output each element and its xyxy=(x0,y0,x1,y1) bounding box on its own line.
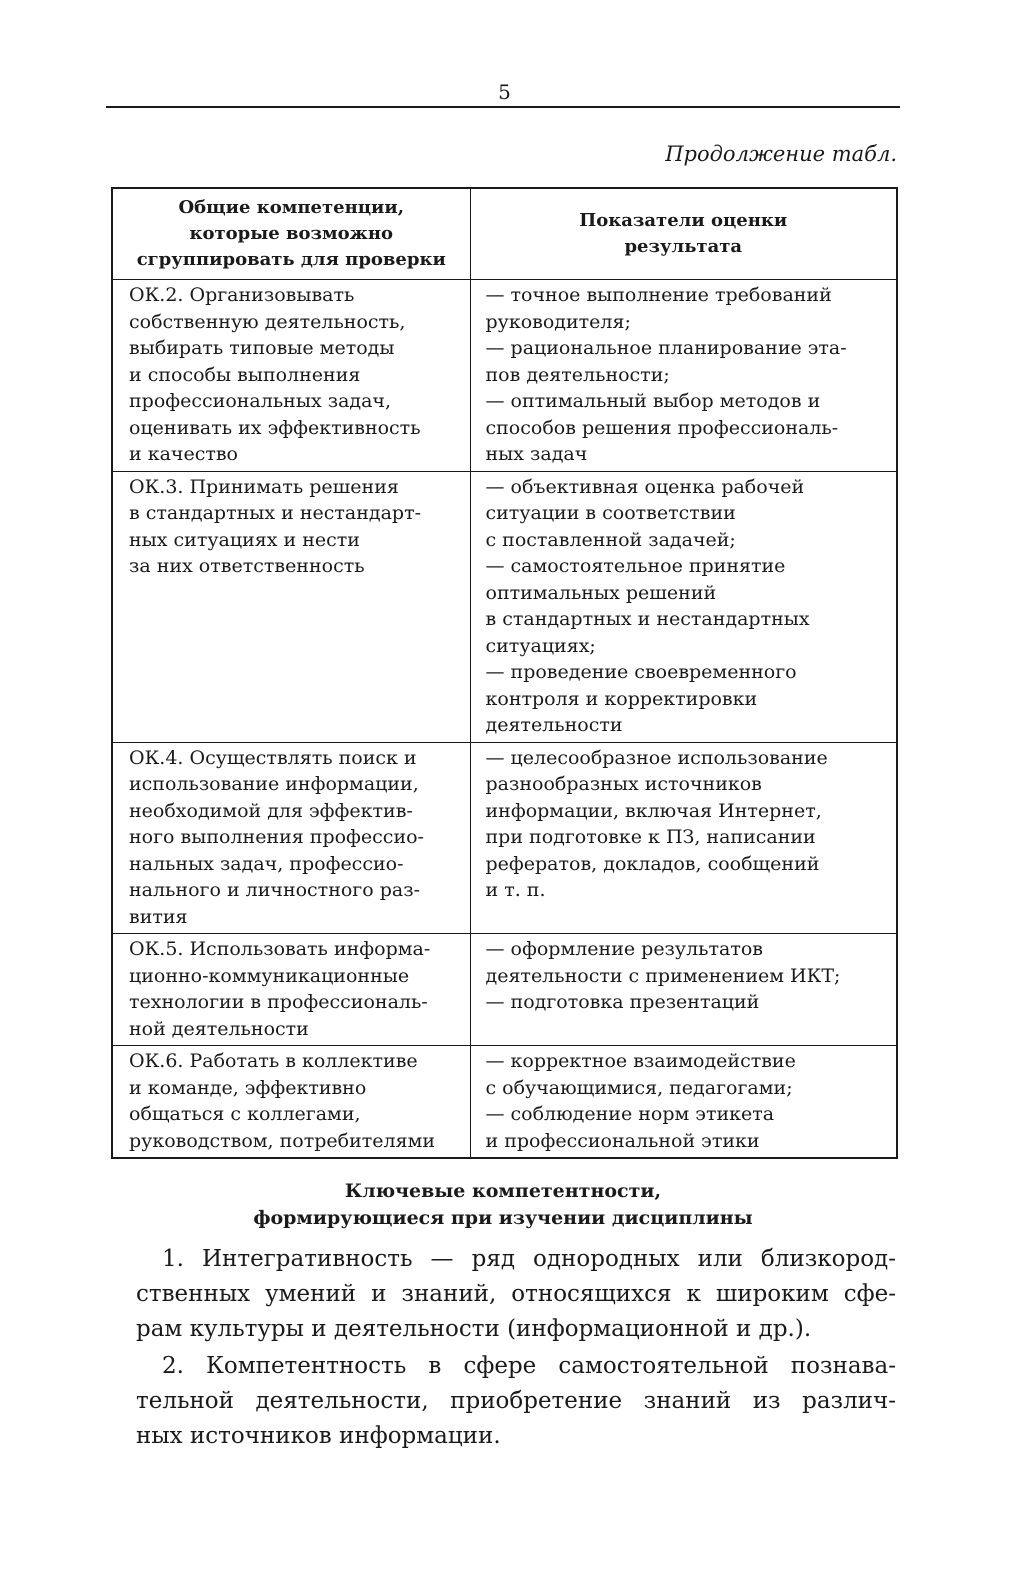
cell-line: — оформление результатов xyxy=(485,938,764,960)
paragraph-line: 2. Компетентность в сфере самостоятельной познава- xyxy=(162,1353,896,1379)
cell-line: общаться с коллегами, xyxy=(129,1103,361,1125)
header-line: сгруппировать для проверки xyxy=(136,249,446,270)
cell-line: с поставленной задачей; xyxy=(485,528,736,551)
indicators-cell xyxy=(470,280,897,472)
cell-line: и качество xyxy=(129,443,238,465)
heading-line: формирующиеся при изучении дисциплины xyxy=(253,1207,753,1229)
table-row xyxy=(112,934,897,1046)
cell-line: — самостоятельное принятие xyxy=(485,555,786,577)
competence-cell xyxy=(112,280,470,472)
cell-line: необходимой для эффектив- xyxy=(129,799,413,822)
cell-line: собственную деятельность, xyxy=(129,310,406,333)
competence-table xyxy=(111,187,898,1159)
cell-line: деятельности с применением ИКТ; xyxy=(485,964,841,987)
cell-line: — рациональное планирование эта- xyxy=(485,337,847,359)
header-indicators xyxy=(470,188,897,280)
table-header-row xyxy=(112,188,897,280)
cell-line: — объективная оценка рабочей xyxy=(485,475,805,498)
table-row xyxy=(112,280,897,472)
indicators-cell xyxy=(470,471,897,742)
cell-line: технологии в профессиональ- xyxy=(129,991,428,1013)
indicators-cell xyxy=(470,1046,897,1159)
table-row xyxy=(112,471,897,742)
paragraph-line: 1. Интегративность — ряд однородных или близкород- xyxy=(162,1246,896,1272)
cell-line: способов решения профессиональ- xyxy=(485,416,839,439)
header-competences xyxy=(112,188,470,280)
paragraph-line: ственных умений и знаний, относящихся к широким сфе- xyxy=(136,1281,896,1307)
paragraph-line: тельной деятельности, приобретение знаний из различ- xyxy=(136,1388,896,1414)
cell-line: — проведение своевременного xyxy=(485,661,797,683)
cell-line: ционно-коммуникационные xyxy=(129,964,410,987)
header-line: результата xyxy=(624,236,743,257)
cell-line: ОК.2. Организовывать xyxy=(129,284,355,306)
cell-line: и способы выполнения xyxy=(129,363,361,386)
cell-line: разнообразных источников xyxy=(485,773,762,795)
cell-line: деятельности xyxy=(485,714,623,736)
cell-line: и профессиональной этики xyxy=(485,1129,760,1152)
cell-line: использование информации, xyxy=(129,773,419,795)
paragraph-line: рам культуры и деятельности (информационной и др.). xyxy=(136,1316,812,1342)
cell-line: нальных задач, профессио- xyxy=(129,852,404,875)
cell-line: ОК.5. Использовать информа- xyxy=(129,938,431,960)
header-rule xyxy=(106,106,900,108)
competence-cell xyxy=(112,934,470,1046)
cell-line: руководством, потребителями xyxy=(129,1129,436,1152)
cell-line: вития xyxy=(129,905,188,928)
cell-line: при подготовке к ПЗ, написании xyxy=(485,826,816,848)
competence-cell xyxy=(112,1046,470,1159)
competence-cell xyxy=(112,742,470,934)
cell-line: в стандартных и нестандартных xyxy=(485,608,810,630)
cell-line: информации, включая Интернет, xyxy=(485,799,822,822)
cell-line: ной деятельности xyxy=(129,1017,309,1040)
heading-line: Ключевые компетентности, xyxy=(344,1180,662,1202)
cell-line: оценивать их эффективность xyxy=(129,416,421,439)
cell-line: ных ситуациях и нести xyxy=(129,528,360,551)
page-number: 5 xyxy=(498,80,511,104)
cell-line: контроля и корректировки xyxy=(485,687,758,710)
table-row xyxy=(112,742,897,934)
competence-cell xyxy=(112,471,470,742)
cell-line: и команде, эффективно xyxy=(129,1076,367,1099)
key-competences-heading xyxy=(106,1178,900,1232)
cell-line: оптимальных решений xyxy=(485,581,717,604)
cell-line: ОК.4. Осуществлять поиск и xyxy=(129,746,417,769)
cell-line: ОК.6. Работать в коллективе xyxy=(129,1050,418,1072)
cell-line: руководителя; xyxy=(485,310,631,333)
cell-line: профессиональных задач, xyxy=(129,390,392,412)
cell-line: ситуациях; xyxy=(485,634,596,657)
paragraph xyxy=(136,1349,896,1454)
cell-line: нального и личностного раз- xyxy=(129,879,421,901)
cell-line: и т. п. xyxy=(485,879,546,901)
cell-line: выбирать типовые методы xyxy=(129,337,395,359)
cell-line: за них ответственность xyxy=(129,555,365,577)
cell-line: — подготовка презентаций xyxy=(485,991,760,1013)
table-row xyxy=(112,1046,897,1159)
paragraph-line: ных источников информации. xyxy=(136,1423,501,1449)
paragraph xyxy=(136,1242,896,1347)
cell-line: пов деятельности; xyxy=(485,363,670,386)
cell-line: рефератов, докладов, сообщений xyxy=(485,852,820,875)
header-line: которые возможно xyxy=(189,223,393,244)
indicators-cell xyxy=(470,742,897,934)
cell-line: ного выполнения профессио- xyxy=(129,826,424,848)
continuation-label: Продолжение табл. xyxy=(665,142,897,166)
cell-line: — соблюдение норм этикета xyxy=(485,1103,775,1125)
header-line: Показатели оценки xyxy=(579,210,788,231)
cell-line: с обучающимися, педагогами; xyxy=(485,1076,793,1099)
key-competences-body xyxy=(136,1242,896,1456)
cell-line: в стандартных и нестандарт- xyxy=(129,502,421,524)
header-line: Общие компетенции, xyxy=(178,197,405,218)
cell-line: ных задач xyxy=(485,443,588,465)
cell-line: — оптимальный выбор методов и xyxy=(485,390,821,412)
indicators-cell xyxy=(470,934,897,1046)
cell-line: — корректное взаимодействие xyxy=(485,1050,796,1072)
cell-line: ситуации в соответствии xyxy=(485,502,736,524)
cell-line: ОК.3. Принимать решения xyxy=(129,475,399,498)
cell-line: — целесообразное использование xyxy=(485,746,828,769)
cell-line: — точное выполнение требований xyxy=(485,284,832,306)
